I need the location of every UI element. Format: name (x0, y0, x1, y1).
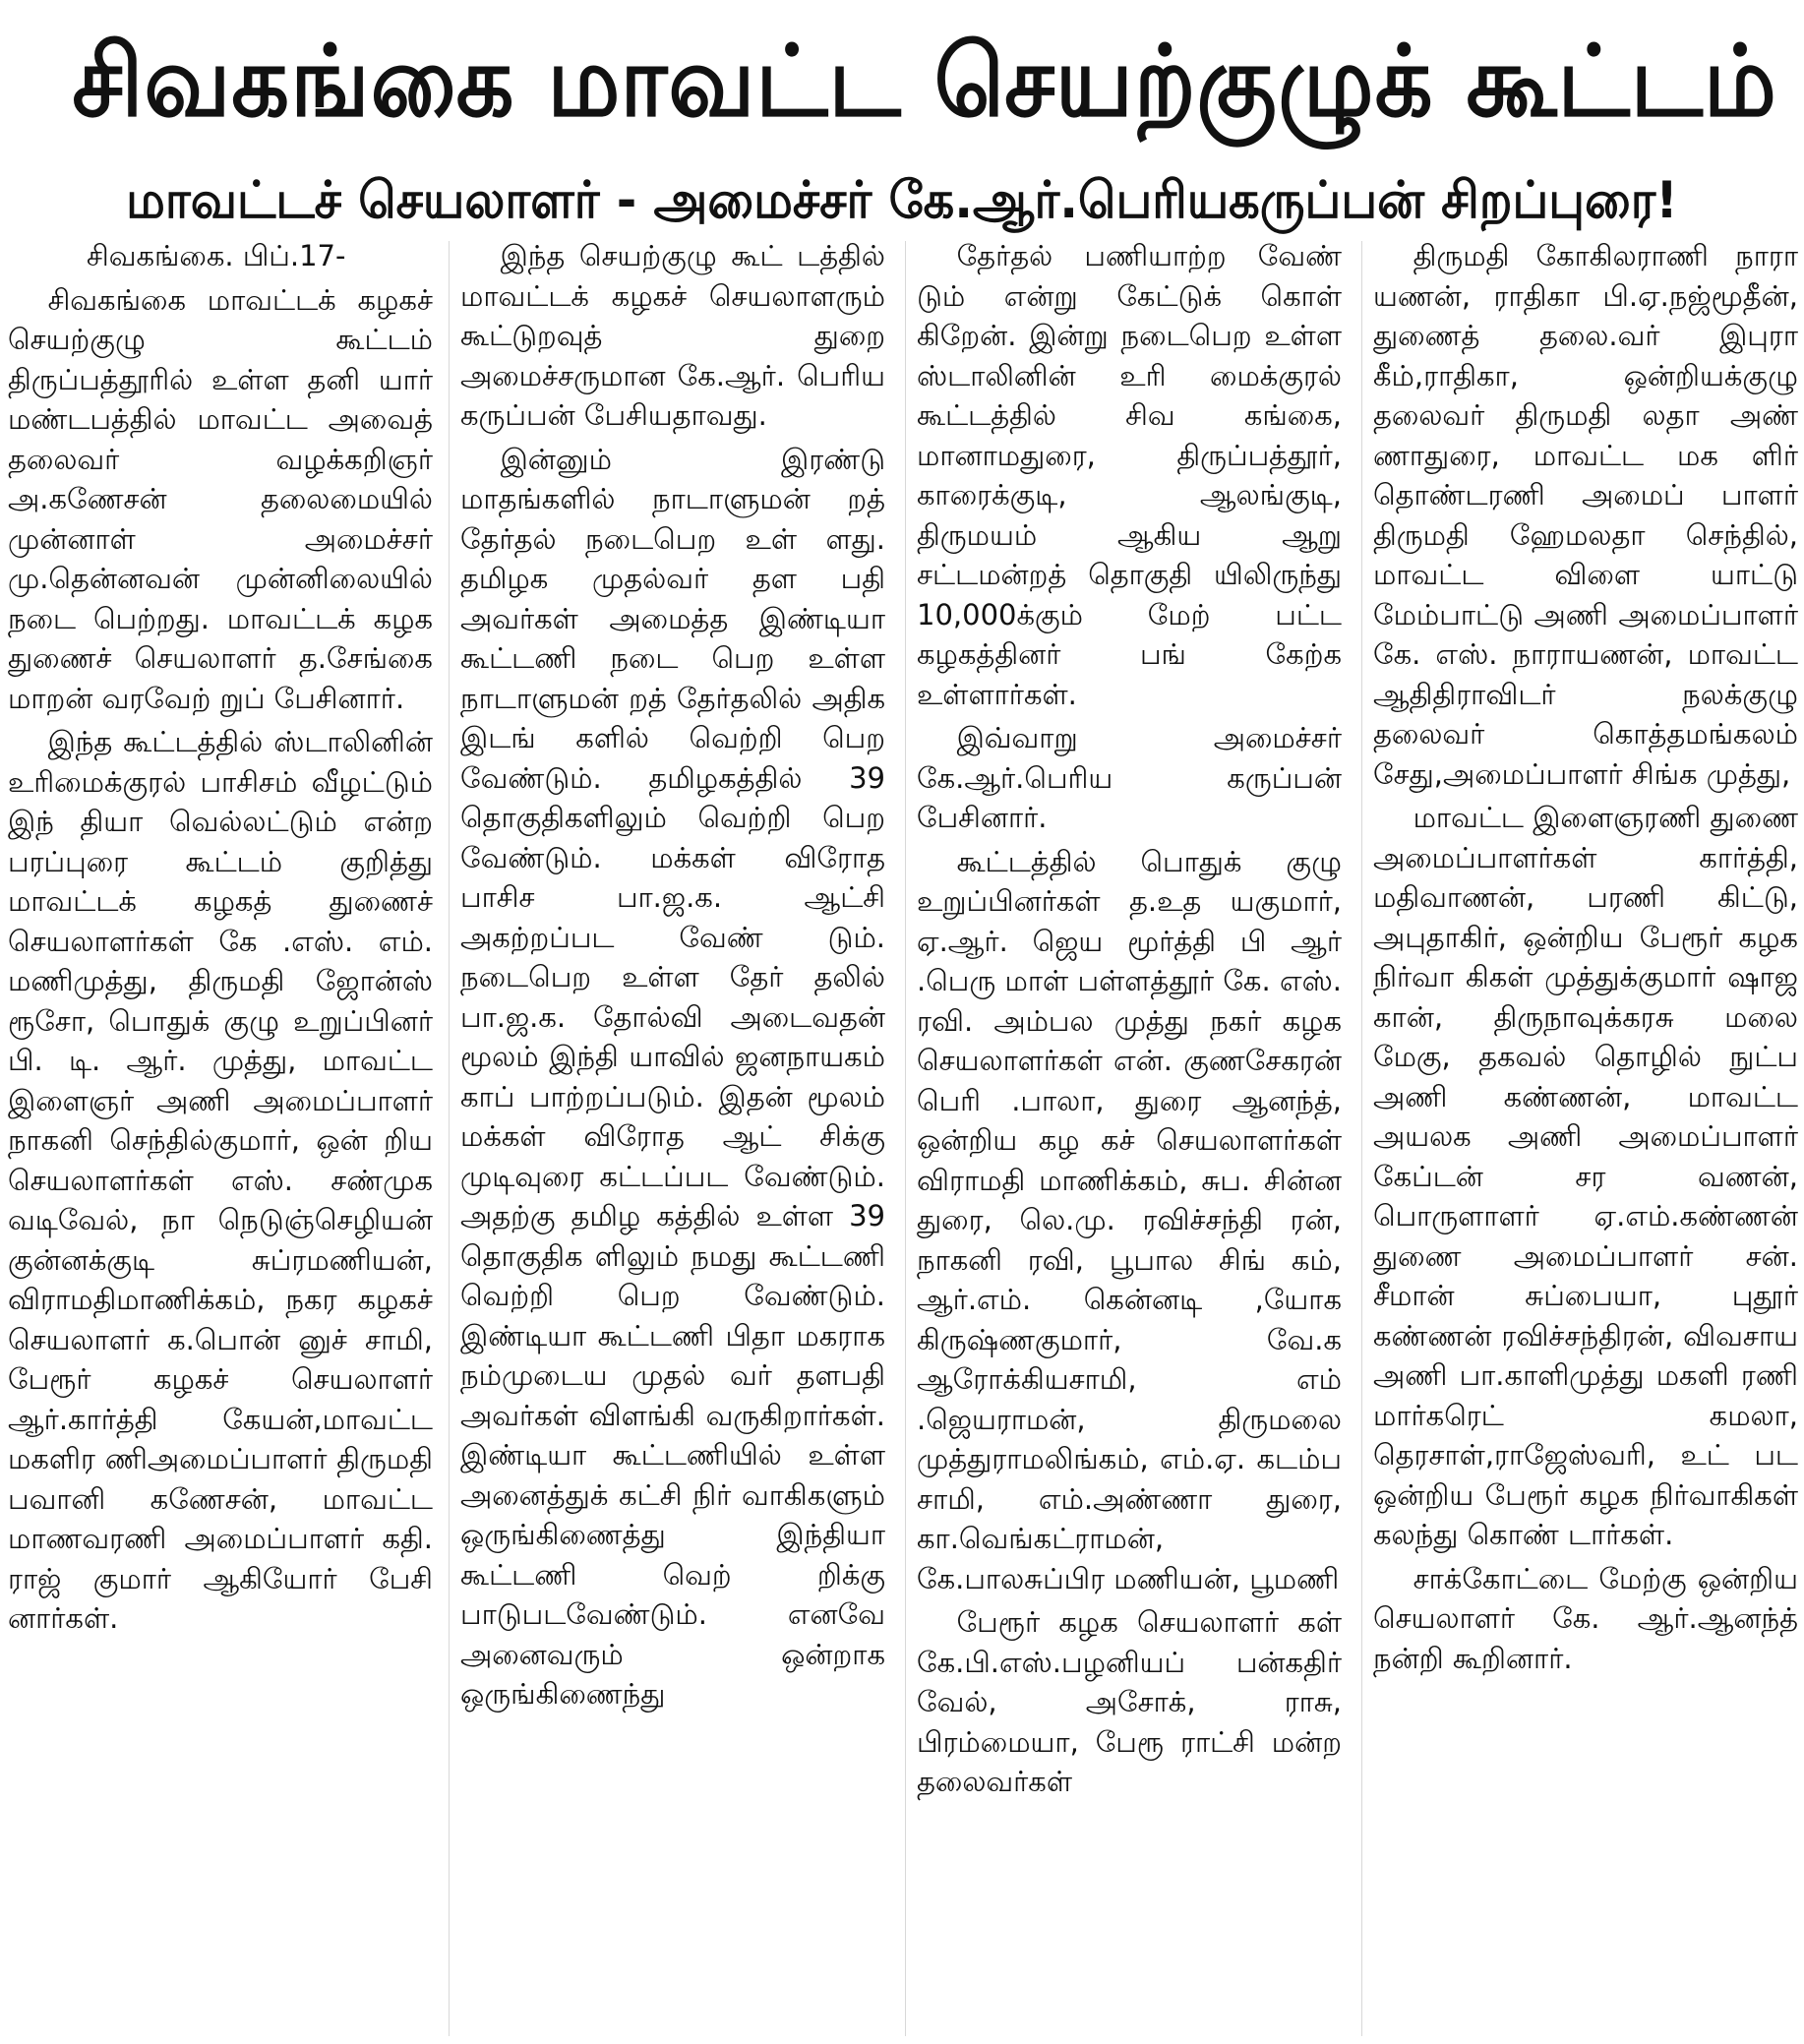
column-divider (1361, 241, 1362, 2036)
paragraph: பேரூர் கழக செயலாளர் கள் கே.பி.எஸ்.பழனியப் பன்கதிர் வேல், அசோக், ராசு, பிரம்மையா, பேரூ ராட்சி மன்ற தலைவர்கள் (917, 1605, 1342, 1798)
paragraph: இந்த செயற்குழு கூட் டத்தில் மாவட்டக் கழகச் செயலாளரும் கூட்டுறவுத் துறை அமைச்சருமான கே.ஆர். பெரிய கருப்பன் பேசியதாவது. (460, 239, 885, 432)
paragraph: கூட்டத்தில் பொதுக் குழு உறுப்பினர்கள் த.உத யகுமார், ஏ.ஆர். ஜெய மூர்த்தி பி ஆர் .பெரு மாள் பள்ளத்தூர் கே. எஸ். ரவி. அம்பல முத்து நகர் கழக செயலாளர்கள் என். குணசேகரன் பெரி .பாலா, துரை ஆனந்த், ஒன்றிய கழ கச் செயலாளர்கள் விராமதி மாணிக்கம், சுப. சின்ன துரை, லெ.மு. ரவிச்சந்தி ரன், நாகனி ரவி, பூபால சிங் கம், ஆர்.எம். கென்னடி ,யோக கிருஷ்ணகுமார், வே.க ஆரோக்கியசாமி, எம் .ஜெயராமன், திருமலை முத்துராமலிங்கம், எம்.ஏ. கடம்ப சாமி, எம்.அண்ணா துரை, கா.வெங்கட்ராமன், கே.பாலசுப்பிர மணியன், பூமணி (917, 844, 1342, 1595)
dateline: சிவகங்கை. பிப்.17- (87, 239, 346, 272)
paragraph: மாவட்ட இளைஞரணி துணை அமைப்பாளர்கள் கார்த்தி, மதிவாணன், பரணி கிட்டு, அபுதாகிர், ஒன்றிய பேரூர் கழக நிர்வா கிகள் முத்துக்குமார் ஷாஜ கான், திருநாவுக்கரசு மலை மேகு, தகவல் தொழில் நுட்ப அணி கண்ணன், மாவட்ட அயலக அணி அமைப்பாளர் கேப்டன் சர வணன், பொருளாளர் ஏ.எம்.கண்ணன் துணை அமைப்பாளர் சன். சீமான் சுப்பையா, புதூர் கண்ணன் ரவிச்சந்திரன், விவசாய அணி பா.காளிமுத்து மகளி ரணி மார்கரெட் கமலா, தெரசாள்,ராஜேஸ்வரி, உட் பட ஒன்றிய பேரூர் கழக நிர்வாகிகள் கலந்து கொண் டார்கள். (1373, 801, 1798, 1551)
paragraph: சிவகங்கை மாவட்டக் கழகச் செயற்குழு கூட்டம் திருப்பத்தூரில் உள்ள தனி யார் மண்டபத்தில் மாவட்ட அவைத் தலைவர் வழக்கறிஞர் அ.கணேசன் தலைமையில் முன்னாள் அமைச்சர் மு.தென்னவன் முன்னிலையில் நடை பெற்றது. மாவட்டக் கழக துணைச் செயலாளர் த.சேங்கை மாறன் வரவேற் றுப் பேசினார். (8, 282, 433, 715)
paragraph: இந்த கூட்டத்தில் ஸ்டாலினின் உரிமைக்குரல் பாசிசம் வீழட்டும் இந் தியா வெல்லட்டும் என்ற பரப்புரை கூட்டம் குறித்து மாவட்டக் கழகத் துணைச் செயலாளர்கள் கே .எஸ். எம். மணிமுத்து, திருமதி ஜோன்ஸ் ரூசோ, பொதுக் குழு உறுப்பினர் பி. டி. ஆர். முத்து, மாவட்ட இளைஞர் அணி அமைப்பாளர் நாகனி செந்தில்குமார், ஒன் றிய செயலாளர்கள் எஸ். சண்முக வடிவேல், நா நெடுஞ்செழியன் குன்னக்குடி சுப்ரமணியன், விராமதிமாணிக்கம், நகர கழகச் செயலாளர் க.பொன் னுச் சாமி, பேரூர் கழகச் செயலாளர் ஆர்.கார்த்தி கேயன்,மாவட்ட மகளிர ணிஅமைப்பாளர் திருமதி பவானி கணேசன், மாவட்ட மாணவரணி அமைப்பாளர் கதி. ராஜ் குமார் ஆகியோர் பேசி னார்கள். (8, 725, 433, 1635)
column-divider (905, 241, 906, 2036)
paragraph: இவ்வாறு அமைச்சர் கே.ஆர்.பெரிய கருப்பன் பேசினார். (917, 721, 1342, 834)
paragraph: திருமதி கோகிலராணி நாரா யணன், ராதிகா பி.ஏ.நஜ்மூதீன், துணைத் தலை.வர் இபுரா கீம்,ராதிகா, ஒன்றியக்குழு தலைவர் திருமதி லதா அண் ணாதுரை, மாவட்ட மக ளிர் தொண்டரணி அமைப் பாளர் திருமதி ஹேமலதா செந்தில், மாவட்ட விளை யாட்டு மேம்பாட்டு அணி அமைப்பாளர் கே. எஸ். நாராயணன், மாவட்ட ஆதிதிராவிடர் நலக்குழு தலைவர் கொத்தமங்கலம் சேது,அமைப்பாளர் சிங்க முத்து, (1373, 239, 1798, 791)
headline: சிவகங்கை மாவட்ட செயற்குழுக் கூட்டம் (72, 24, 1777, 139)
article-column-2 (460, 236, 885, 2041)
article-column-4 (1373, 236, 1798, 2041)
column-divider (449, 241, 450, 2036)
subheadline: மாவட்டச் செயலாளர் - அமைச்சர் கே.ஆர்.பெரியகருப்பன் சிறப்புரை! (126, 171, 1678, 230)
paragraph: சாக்கோட்டை மேற்கு ஒன்றிய செயலாளர் கே. ஆர்.ஆனந்த் நன்றி கூறினார். (1373, 1561, 1798, 1675)
article-column-1 (8, 236, 433, 2041)
paragraph: தேர்தல் பணியாற்ற வேண் டும் என்று கேட்டுக் கொள் கிறேன். இன்று நடைபெற உள்ள ஸ்டாலினின் உரி மைக்குரல் கூட்டத்தில் சிவ கங்கை, மானாமதுரை, திருப்பத்தூர், காரைக்குடி, ஆலங்குடி, திருமயம் ஆகிய ஆறு சட்டமன்றத் தொகுதி யிலிருந்து 10,000க்கும் மேற் பட்ட கழகத்தினர் பங் கேற்க உள்ளார்கள். (917, 239, 1342, 711)
article-column-3 (917, 236, 1342, 2041)
paragraph: இன்னும் இரண்டு மாதங்களில் நாடாளுமன் றத் தேர்தல் நடைபெற உள் ளது. தமிழக முதல்வர் தள பதி அவர்கள் அமைத்த இண்டியா கூட்டணி நடை பெற உள்ள நாடாளுமன் றத் தேர்தலில் அதிக இடங் களில் வெற்றி பெற வேண்டும். தமிழகத்தில் 39 தொகுதிகளிலும் வெற்றி பெற வேண்டும். மக்கள் விரோத பாசிச பா.ஜ.க. ஆட்சி அகற்றப்பட வேண் டும். நடைபெற உள்ள தேர் தலில் பா.ஜ.க. தோல்வி அடைவதன் மூலம் இந்தி யாவில் ஜனநாயகம் காப் பாற்றப்படும். இதன் மூலம் மக்கள் விரோத ஆட் சிக்கு முடிவுரை கட்டப்பட வேண்டும். அதற்கு தமிழ கத்தில் உள்ள 39 தொகுதிக ளிலும் நமது கூட்டணி வெற்றி பெற வேண்டும். இண்டியா கூட்டணி பிதா மகராக நம்முடைய முதல் வர் தளபதி அவர்கள் விளங்கி வருகிறார்கள். இண்டியா கூட்டணியில் உள்ள அனைத்துக் கட்சி நிர் வாகிகளும் ஒருங்கிணைத்து இந்தியா கூட்டணி வெற் றிக்கு பாடுபடவேண்டும். எனவே அனைவரும் ஒன்றாக ஒருங்கிணைந்து (460, 442, 885, 1711)
